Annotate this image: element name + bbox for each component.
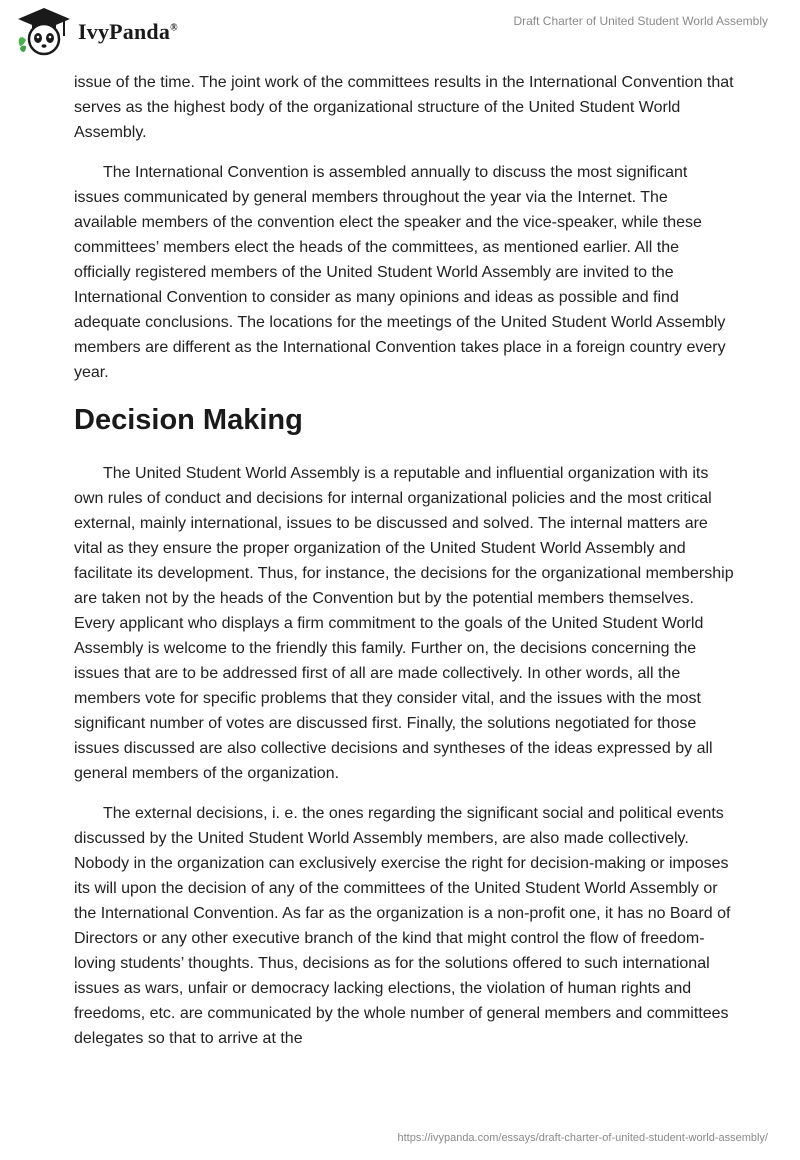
paragraph: The International Convention is assembled annually to discuss the most significant issues communicated by general members throughout the year via the Internet. The available members of the convention elect the speaker and the vice-speaker, while these committees’ members elect the heads of the committees, as mentioned earlier. All the officially registered members of the United Student World Assembly are invited to the International Convention to consider as many opinions and ideas as possible and find adequate conclusions. The locations for the meetings of the United Student World Assembly members are different as the International Convention takes place in a foreign country every year. — [74, 164, 726, 381]
paragraph: issue of the time. The joint work of the committees results in the International Convention that serves as the highest body of the organizational structure of the United Student World Assembly. — [74, 74, 734, 141]
section-heading: Decision Making — [74, 404, 303, 436]
source-url[interactable]: https://ivypanda.com/essays/draft-charter-of-united-student-world-assembly/ — [397, 1132, 768, 1144]
paragraph: The external decisions, i. e. the ones regarding the significant social and political events discussed by the United Student World Assembly members, are also made collectively. Nobody in the organization can exclusively exercise the right for decision-making or imposes its will upon the decision of any of the committees of the United Student World Assembly or the International Convention. As far as the organization is a non-profit one, it has no Board of Directors or any other executive branch of the kind that might control the flow of freedom-loving students’ thoughts. Thus, decisions as for the solutions offered to such international issues as wars, unfair or democracy lacking elections, the violation of human rights and freedoms, etc. are communicated by the whole number of general members and committees delegates so that to arrive at the — [74, 805, 731, 1047]
panda-logo-icon — [14, 6, 74, 58]
logo[interactable] — [14, 6, 178, 58]
page-header — [0, 0, 800, 70]
document-title: Draft Charter of United Student World Assembly — [513, 14, 768, 28]
paragraph: The United Student World Assembly is a reputable and influential organization with its own rules of conduct and decisions for internal organizational policies and the most critical external, mainly international, issues to be discussed and solved. The internal matters are vital as they ensure the proper organization of the United Student World Assembly and facilitate its development. Thus, for instance, the decisions for the organizational membership are taken not by the heads of the Convention but by the potential members themselves. Every applicant who displays a firm commitment to the goals of the United Student World Assembly is welcome to the friendly this family. Further on, the decisions concerning the issues that are to be addressed first of all are made collectively. In other words, all the members vote for specific problems that they consider vital, and the issues with the most significant number of votes are discussed first. Finally, the solutions negotiated for those issues discussed are also collective decisions and syntheses of the ideas expressed by all general members of the organization. — [74, 465, 734, 782]
essay-body — [74, 70, 734, 1066]
brand-name: IvyPanda® — [78, 19, 178, 44]
